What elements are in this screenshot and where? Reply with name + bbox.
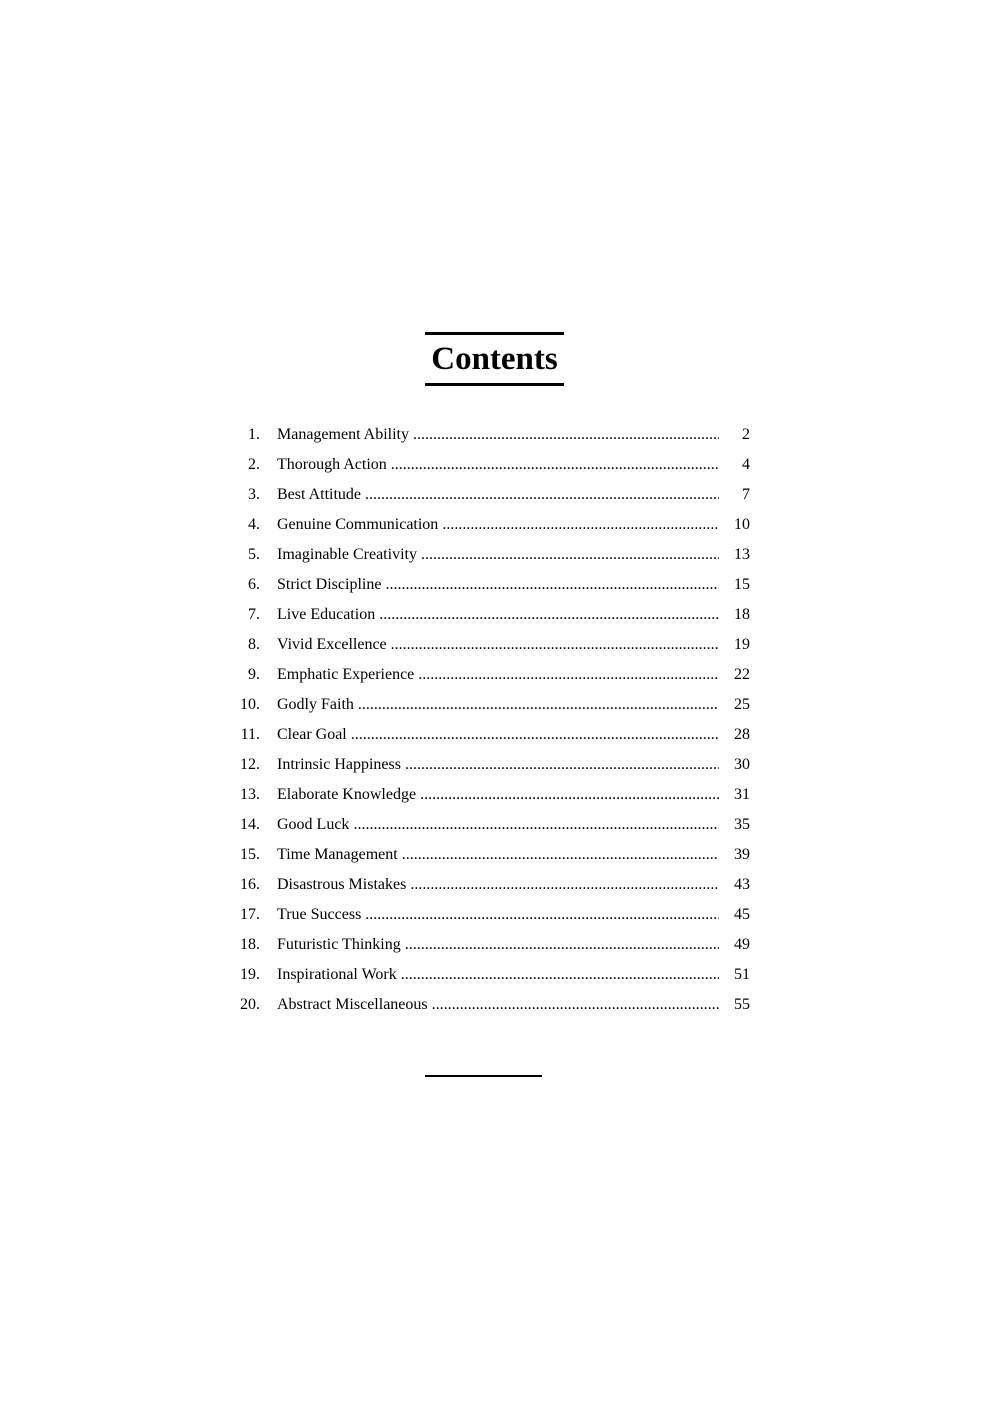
entry-number: 6. bbox=[248, 576, 260, 593]
toc-entry[interactable] bbox=[222, 690, 762, 720]
entry-page: 49 bbox=[734, 936, 750, 953]
entry-title: Good Luck ..... bbox=[277, 810, 719, 840]
toc-entry[interactable] bbox=[222, 840, 762, 870]
entry-page: 7 bbox=[742, 486, 750, 503]
entry-page: 39 bbox=[734, 846, 750, 863]
entry-number: 8. bbox=[248, 636, 260, 653]
entry-page: 2 bbox=[742, 426, 750, 443]
entry-number: 18. bbox=[240, 936, 260, 953]
entry-title: Imaginable Creativity ..... bbox=[277, 540, 719, 570]
toc-entry[interactable] bbox=[222, 420, 762, 450]
table-of-contents bbox=[222, 420, 762, 1020]
entry-title: Disastrous Mistakes ..... bbox=[277, 870, 719, 900]
entry-page: 18 bbox=[734, 606, 750, 623]
toc-entry[interactable] bbox=[222, 960, 762, 990]
entry-number: 19. bbox=[240, 966, 260, 983]
toc-entry[interactable] bbox=[222, 720, 762, 750]
toc-entry[interactable] bbox=[222, 510, 762, 540]
entry-page: 10 bbox=[734, 516, 750, 533]
entry-number: 20. bbox=[240, 996, 260, 1013]
entry-number: 11. bbox=[240, 726, 260, 743]
entry-page: 28 bbox=[734, 726, 750, 743]
entry-number: 9. bbox=[248, 666, 260, 683]
entry-number: 5. bbox=[248, 546, 260, 563]
entry-title: Godly Faith ..... bbox=[277, 690, 719, 720]
toc-entry[interactable] bbox=[222, 750, 762, 780]
entry-title: True Success ..... bbox=[277, 900, 719, 930]
entry-page: 22 bbox=[734, 666, 750, 683]
toc-entry[interactable] bbox=[222, 810, 762, 840]
entry-page: 13 bbox=[734, 546, 750, 563]
heading-bottom-rule bbox=[425, 383, 564, 386]
entry-title: Vivid Excellence ..... bbox=[277, 630, 719, 660]
entry-page: 43 bbox=[734, 876, 750, 893]
entry-title: Futuristic Thinking ..... bbox=[277, 930, 719, 960]
entry-title: Elaborate Knowledge ..... bbox=[277, 780, 719, 810]
toc-entry[interactable] bbox=[222, 480, 762, 510]
heading-top-rule bbox=[425, 332, 564, 335]
toc-entry[interactable] bbox=[222, 450, 762, 480]
page-title: Contents bbox=[431, 341, 558, 377]
entry-number: 17. bbox=[240, 906, 260, 923]
entry-title: Inspirational Work ..... bbox=[277, 960, 719, 990]
entry-number: 1. bbox=[248, 426, 260, 443]
entry-page: 55 bbox=[734, 996, 750, 1013]
contents-heading bbox=[425, 332, 564, 387]
entry-number: 2. bbox=[248, 456, 260, 473]
entry-title: Abstract Miscellaneous ..... bbox=[277, 990, 719, 1020]
entry-title: Time Management ..... bbox=[277, 840, 719, 870]
toc-entry[interactable] bbox=[222, 780, 762, 810]
entry-page: 45 bbox=[734, 906, 750, 923]
entry-number: 7. bbox=[248, 606, 260, 623]
toc-entry[interactable] bbox=[222, 540, 762, 570]
entry-page: 25 bbox=[734, 696, 750, 713]
entry-title: Live Education ..... bbox=[277, 600, 719, 630]
entry-title: Clear Goal ..... bbox=[277, 720, 719, 750]
entry-title: Strict Discipline ..... bbox=[277, 570, 719, 600]
entry-page: 51 bbox=[734, 966, 750, 983]
entry-title: Intrinsic Happiness ..... bbox=[277, 750, 719, 780]
toc-entry[interactable] bbox=[222, 870, 762, 900]
toc-entry[interactable] bbox=[222, 600, 762, 630]
closing-rule bbox=[425, 1075, 542, 1077]
entry-number: 3. bbox=[248, 486, 260, 503]
entry-page: 4 bbox=[742, 456, 750, 473]
entry-title: Management Ability ..... bbox=[277, 420, 719, 450]
entry-title: Emphatic Experience ..... bbox=[277, 660, 719, 690]
entry-number: 13. bbox=[240, 786, 260, 803]
toc-entry[interactable] bbox=[222, 630, 762, 660]
entry-page: 15 bbox=[734, 576, 750, 593]
toc-entry[interactable] bbox=[222, 990, 762, 1020]
toc-entry[interactable] bbox=[222, 660, 762, 690]
entry-number: 16. bbox=[240, 876, 260, 893]
entry-page: 30 bbox=[734, 756, 750, 773]
entry-page: 31 bbox=[734, 786, 750, 803]
toc-entry[interactable] bbox=[222, 570, 762, 600]
entry-page: 19 bbox=[734, 636, 750, 653]
entry-number: 12. bbox=[240, 756, 260, 773]
entry-page: 35 bbox=[734, 816, 750, 833]
entry-title: Best Attitude ..... bbox=[277, 480, 719, 510]
entry-number: 10. bbox=[240, 696, 260, 713]
toc-entry[interactable] bbox=[222, 930, 762, 960]
entry-number: 15. bbox=[240, 846, 260, 863]
entry-number: 14. bbox=[240, 816, 260, 833]
toc-entry[interactable] bbox=[222, 900, 762, 930]
entry-number: 4. bbox=[248, 516, 260, 533]
entry-title: Thorough Action ..... bbox=[277, 450, 719, 480]
entry-title: Genuine Communication ..... bbox=[277, 510, 719, 540]
